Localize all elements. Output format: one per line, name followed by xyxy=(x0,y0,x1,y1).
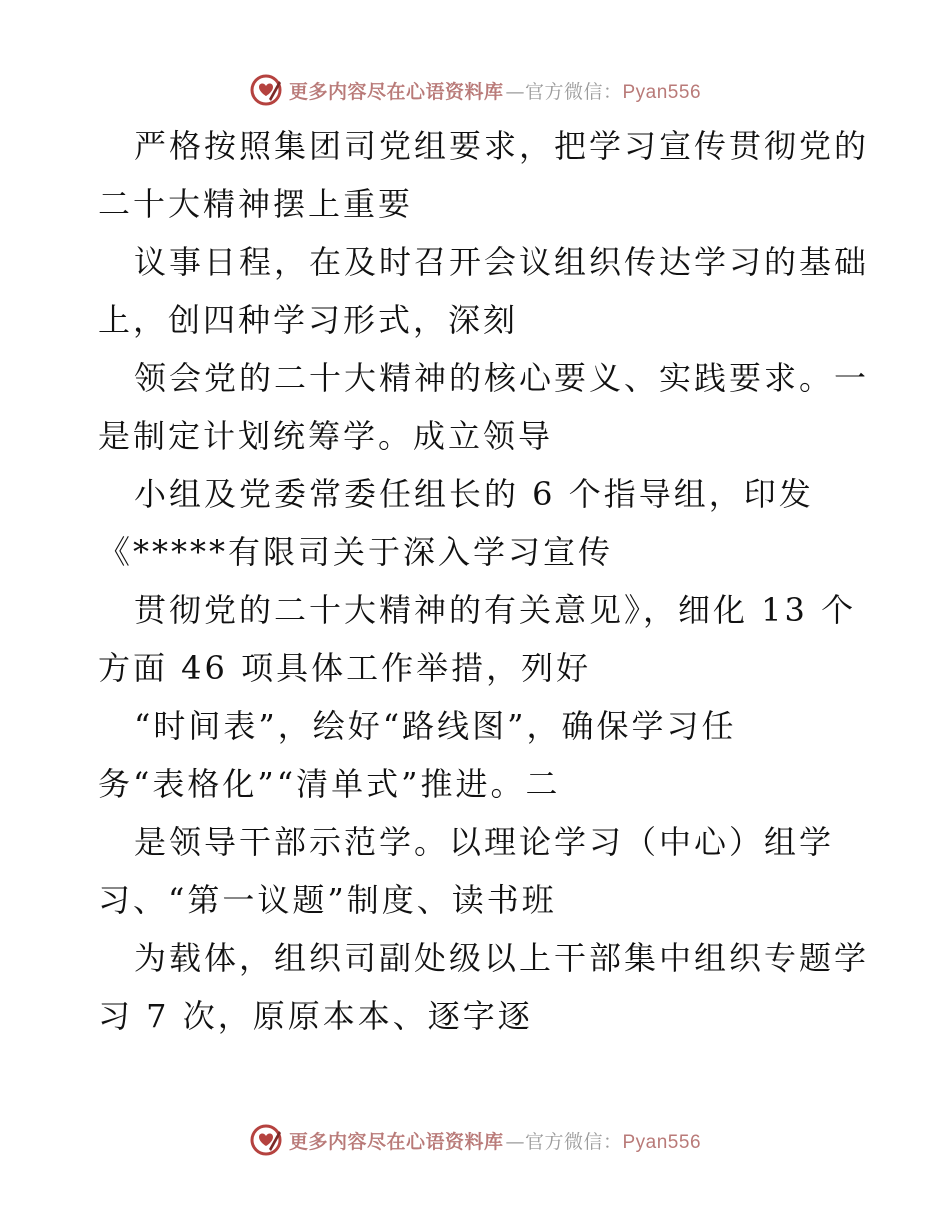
text-line: 方面 46 项具体工作举措，列好 xyxy=(98,649,592,687)
text-line: 小组及党委常委任组长的 6 个指导组，印发 xyxy=(134,475,814,513)
banner-separator: — xyxy=(505,80,525,103)
text-line: 习、“第一议题”制度、读书班 xyxy=(98,881,557,919)
text-line: 为载体，组织司副处级以上干部集中组织专题学 xyxy=(134,939,870,977)
heart-pen-logo-icon xyxy=(249,73,283,107)
header-banner xyxy=(0,70,950,110)
footer-banner xyxy=(0,1120,950,1160)
banner-sub-label: 官方微信： xyxy=(524,1130,623,1153)
footer-banner-text xyxy=(289,1127,701,1154)
text-line: 务“表格化”“清单式”推进。二 xyxy=(98,765,561,803)
banner-title: 更多内容尽在心语资料库 xyxy=(288,1130,504,1153)
banner-separator: — xyxy=(505,1130,525,1153)
text-line: 二十大精神摆上重要 xyxy=(98,185,414,223)
body-text xyxy=(98,117,870,1045)
heart-pen-logo-icon xyxy=(249,1123,283,1157)
text-line: 议事日程，在及时召开会议组织传达学习的基础 xyxy=(134,243,870,281)
text-line: 领会党的二十大精神的核心要义、实践要求。一 xyxy=(134,359,870,397)
text-line: 是领导干部示范学。以理论学习（中心）组学 xyxy=(134,823,835,861)
banner-wechat-id: Pyan556 xyxy=(622,1131,702,1153)
text-line: “时间表”，绘好“路线图”，确保学习任 xyxy=(134,707,737,745)
text-line: 习 7 次，原原本本、逐字逐 xyxy=(98,997,533,1035)
text-line: 是制定计划统筹学。成立领导 xyxy=(98,417,554,455)
banner-title: 更多内容尽在心语资料库 xyxy=(288,80,504,103)
text-line: 严格按照集团司党组要求，把学习宣传贯彻党的 xyxy=(134,127,870,165)
banner-wechat-id: Pyan556 xyxy=(622,81,702,103)
banner-sub-label: 官方微信： xyxy=(524,80,623,103)
text-line: 《*****有限司关于深入学习宣传 xyxy=(98,533,614,571)
text-line: 贯彻党的二十大精神的有关意见》，细化 13 个 xyxy=(134,591,857,629)
text-line: 上，创四种学习形式，深刻 xyxy=(98,301,519,339)
header-banner-text xyxy=(289,77,701,104)
